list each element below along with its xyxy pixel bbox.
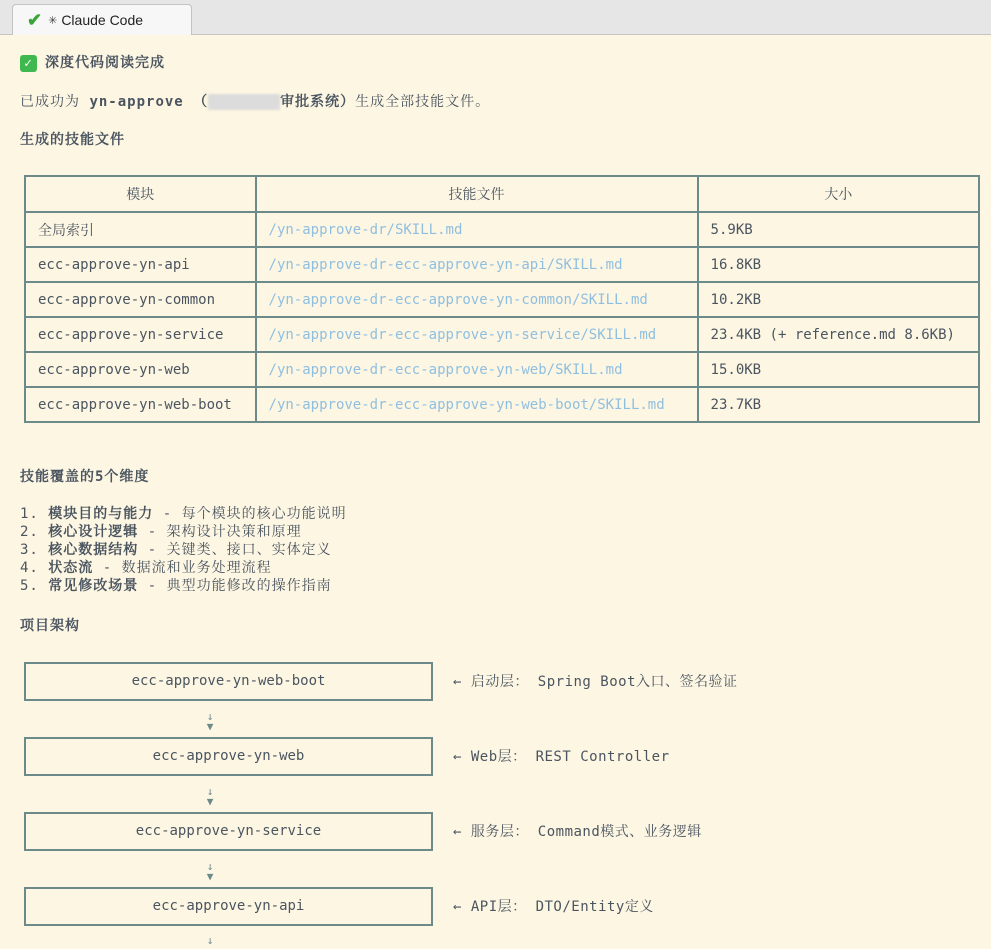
list-title: 状态流: [48, 560, 94, 576]
arch-box-service: ecc-approve-yn-service: [24, 812, 433, 851]
list-number: 5.: [20, 578, 39, 594]
checkmark-box-icon: ✓: [20, 55, 37, 72]
size-cell: 15.0KB: [698, 352, 979, 387]
list-item: [20, 575, 332, 595]
module-cell: ecc-approve-yn-web-boot: [25, 387, 256, 422]
file-link[interactable]: /yn-approve-dr/SKILL.md: [256, 212, 698, 247]
list-desc: - 架构设计决策和原理: [138, 524, 302, 540]
column-header: 技能文件: [256, 176, 698, 212]
file-link[interactable]: /yn-approve-dr-ecc-approve-yn-service/SKILL.md: [256, 317, 698, 352]
size-cell: 10.2KB: [698, 282, 979, 317]
list-title: 模块目的与能力: [48, 506, 154, 522]
module-cell: ecc-approve-yn-api: [25, 247, 256, 282]
list-desc: - 典型功能修改的操作指南: [138, 578, 332, 594]
module-cell: ecc-approve-yn-common: [25, 282, 256, 317]
arch-note: ← API层： DTO/Entity定义: [453, 899, 654, 915]
table-row: [25, 317, 979, 352]
tab-bar: [0, 0, 991, 35]
project-name: yn-approve: [89, 94, 184, 110]
check-icon: ✔: [27, 9, 43, 30]
spinner-icon: ✳: [48, 14, 58, 27]
arrow-down-icon: ↓ ▼: [206, 860, 214, 883]
heading-text: 深度代码阅读完成: [45, 55, 165, 71]
paren-open: （: [193, 94, 209, 110]
file-link[interactable]: /yn-approve-dr-ecc-approve-yn-api/SKILL.md: [256, 247, 698, 282]
list-number: 2.: [20, 524, 39, 540]
table-row: [25, 247, 979, 282]
table-row: [25, 387, 979, 422]
table-header-row: [25, 176, 979, 212]
list-title: 核心设计逻辑: [48, 524, 139, 540]
size-cell: 16.8KB: [698, 247, 979, 282]
arch-note: ← Web层： REST Controller: [453, 749, 670, 765]
list-desc: - 关键类、接口、实体定义: [138, 542, 332, 558]
file-link[interactable]: /yn-approve-dr-ecc-approve-yn-web-boot/SKILL.md: [256, 387, 698, 422]
list-desc: - 数据流和业务处理流程: [93, 560, 272, 576]
arch-box-web-boot: ecc-approve-yn-web-boot: [24, 662, 433, 701]
section-arch-title: 项目架构: [20, 618, 80, 634]
system-name: 审批系统）: [280, 94, 356, 110]
completion-heading: [20, 52, 165, 72]
tab-title: Claude Code: [61, 12, 144, 28]
module-cell: 全局索引: [25, 212, 256, 247]
arrow-down-icon: ↓ ▼: [206, 710, 214, 733]
list-item: [20, 557, 272, 577]
section-dims-title: 技能覆盖的5个维度: [20, 469, 150, 485]
size-cell: 5.9KB: [698, 212, 979, 247]
list-number: 3.: [20, 542, 39, 558]
arch-note: ← 启动层： Spring Boot入口、签名验证: [453, 674, 738, 690]
tab-claude-code[interactable]: [12, 4, 192, 35]
arch-box-web: ecc-approve-yn-web: [24, 737, 433, 776]
arrow-down-icon: ↓ ▼: [206, 785, 214, 808]
list-item: [20, 521, 302, 541]
section-files-title: 生成的技能文件: [20, 132, 125, 148]
summary-line: [20, 91, 490, 111]
list-item: [20, 503, 347, 523]
arrow-down-icon: ↓: [206, 934, 214, 947]
arch-note: ← 服务层： Command模式、业务逻辑: [453, 824, 702, 840]
size-cell: 23.7KB: [698, 387, 979, 422]
list-number: 1.: [20, 506, 39, 522]
list-number: 4.: [20, 560, 39, 576]
list-item: [20, 539, 332, 559]
list-title: 常见修改场景: [48, 578, 139, 594]
table-row: [25, 352, 979, 387]
module-cell: ecc-approve-yn-service: [25, 317, 256, 352]
column-header: 模块: [25, 176, 256, 212]
table-row: [25, 212, 979, 247]
table-row: [25, 282, 979, 317]
file-link[interactable]: /yn-approve-dr-ecc-approve-yn-web/SKILL.md: [256, 352, 698, 387]
list-desc: - 每个模块的核心功能说明: [153, 506, 347, 522]
size-cell: 23.4KB (+ reference.md 8.6KB): [698, 317, 979, 352]
file-link[interactable]: /yn-approve-dr-ecc-approve-yn-common/SKILL.md: [256, 282, 698, 317]
list-title: 核心数据结构: [48, 542, 139, 558]
module-cell: ecc-approve-yn-web: [25, 352, 256, 387]
arch-box-api: ecc-approve-yn-api: [24, 887, 433, 926]
skill-files-table: [24, 175, 980, 423]
summary-prefix: 已成功为: [20, 94, 80, 110]
column-header: 大小: [698, 176, 979, 212]
redacted-text: [208, 94, 280, 110]
summary-suffix: 生成全部技能文件。: [355, 94, 491, 110]
